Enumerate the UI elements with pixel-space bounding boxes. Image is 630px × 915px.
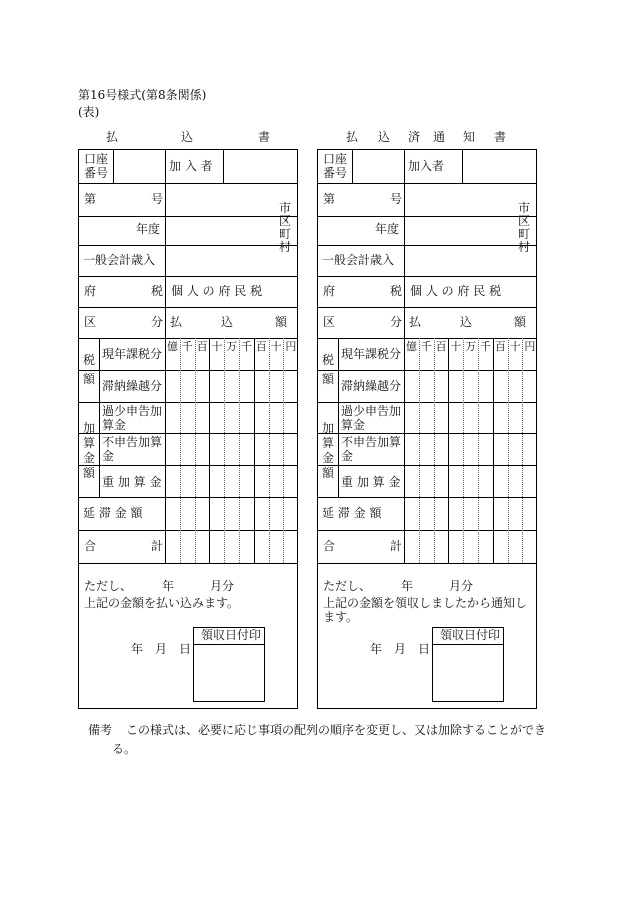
payment-slip-title-char: 込 xyxy=(181,130,194,144)
payment-notice-form xyxy=(317,149,537,709)
amount-head-char: 込 xyxy=(460,315,473,329)
digit-column-line xyxy=(195,338,196,563)
digit-column-line xyxy=(478,338,479,563)
tax-label: 税 xyxy=(151,284,164,298)
digit-column-line xyxy=(463,338,464,563)
date-label: 年 月 日 xyxy=(131,642,192,656)
rule-line xyxy=(318,245,536,246)
digit-unit-label: 十 xyxy=(270,340,282,353)
tax-amount-group-char: 税 xyxy=(322,353,335,367)
digit-column-line xyxy=(419,338,420,563)
current-year-label: 現年課税分 xyxy=(341,347,402,361)
footer-statement-2: ます。 xyxy=(323,610,359,624)
digit-unit-label: 百 xyxy=(196,340,208,353)
rule-line xyxy=(79,530,297,531)
category-label: 区 xyxy=(323,315,336,329)
rule-line xyxy=(79,183,297,184)
tax-amount-group-char: 額 xyxy=(83,372,96,386)
receipt-stamp-box xyxy=(193,627,265,702)
digit-column-line xyxy=(209,338,210,563)
surcharge-group-char: 算 xyxy=(83,436,96,450)
digit-column-line xyxy=(239,338,240,563)
footer-statement: 上記の金額を払い込みます。 xyxy=(84,596,240,610)
digit-unit-label: 万 xyxy=(226,340,238,353)
heavy-surcharge-label: 重 加 算 金 xyxy=(341,475,401,489)
tax-label: 税 xyxy=(390,284,403,298)
receipt-stamp-label: 領収日付印 xyxy=(440,628,501,642)
grid-line xyxy=(99,338,100,402)
grid-line xyxy=(165,150,166,563)
rule-line xyxy=(79,338,297,339)
under-report-label-1: 過少申告加 xyxy=(102,404,163,418)
no-report-label-2: 金 xyxy=(341,449,354,463)
account-label-2: 番号 xyxy=(84,166,109,180)
payment-notice-title-char: 書 xyxy=(494,130,507,144)
account-label-1: 口座 xyxy=(323,152,348,166)
category-bun-label: 分 xyxy=(390,315,403,329)
note-text-line2: る。 xyxy=(112,742,137,756)
digit-unit-label: 十 xyxy=(211,340,223,353)
rule-line xyxy=(318,370,536,371)
municipality-char: 区 xyxy=(518,214,531,228)
form-side-label: (表) xyxy=(78,105,100,119)
no-report-label-1: 不申告加算 xyxy=(102,435,163,449)
payment-slip-form xyxy=(78,149,298,709)
late-fee-label: 延 滞 金 額 xyxy=(322,506,382,520)
under-report-label-2: 算金 xyxy=(341,418,366,432)
fiscal-year-label: 年度 xyxy=(136,222,161,236)
rule-line xyxy=(318,338,536,339)
digit-unit-label: 千 xyxy=(420,340,432,353)
form-number: 第16号様式(第8条関係) xyxy=(78,88,207,102)
rule-line xyxy=(318,497,536,498)
rule-line xyxy=(79,245,297,246)
digit-column-line xyxy=(493,338,494,563)
digit-unit-label: 千 xyxy=(480,340,491,353)
payment-notice-title-char: 込 xyxy=(378,130,391,144)
digit-unit-label: 億 xyxy=(167,340,178,353)
rule-line xyxy=(79,216,297,217)
digit-column-line xyxy=(180,338,181,563)
digit-unit-label: 十 xyxy=(509,340,521,353)
digit-unit-label: 円 xyxy=(285,340,297,353)
grid-line xyxy=(113,150,114,183)
municipality-char: 村 xyxy=(518,240,531,254)
under-report-label-2: 算金 xyxy=(102,418,127,432)
arrears-label: 滞納繰越分 xyxy=(341,379,402,393)
category-label: 区 xyxy=(84,315,97,329)
amount-head-char: 払 xyxy=(409,315,422,329)
note-text-line1: この様式は、必要に応じ事項の配列の順序を変更し、又は加除することができ xyxy=(126,723,547,737)
municipality-char: 区 xyxy=(279,214,292,228)
rule-line xyxy=(194,644,264,645)
rule-line xyxy=(79,370,297,371)
rule-line xyxy=(79,563,297,564)
surcharge-group-char: 金 xyxy=(83,451,96,465)
total-kei-label: 計 xyxy=(151,539,164,553)
digit-unit-label: 百 xyxy=(494,340,506,353)
rule-line xyxy=(79,433,297,434)
rule-line xyxy=(318,216,536,217)
digit-column-line xyxy=(283,338,284,563)
digit-unit-label: 千 xyxy=(181,340,193,353)
amount-head-char: 込 xyxy=(221,315,234,329)
tax-amount-group-char: 税 xyxy=(83,353,96,367)
current-year-label: 現年課税分 xyxy=(102,347,163,361)
account-kind-label: 一般会計歳入 xyxy=(322,253,395,267)
payment-notice-title-char: 通 xyxy=(433,130,446,144)
rule-line xyxy=(79,307,297,308)
prefecture-label: 府 xyxy=(323,284,336,298)
digit-column-line xyxy=(522,338,523,563)
fiscal-year-label: 年度 xyxy=(375,222,400,236)
account-label-1: 口座 xyxy=(84,152,109,166)
surcharge-group-char: 金 xyxy=(322,451,335,465)
account-kind-label: 一般会計歳入 xyxy=(83,253,156,267)
arrears-label: 滞納繰越分 xyxy=(102,379,163,393)
subscriber-label: 加入者 xyxy=(408,159,445,173)
surcharge-group-char: 算 xyxy=(322,436,335,450)
digit-column-line xyxy=(508,338,509,563)
municipality-char: 市 xyxy=(518,201,531,215)
rule-line xyxy=(79,276,297,277)
grid-line xyxy=(462,150,463,183)
tax-name: 個 人 の 府 民 税 xyxy=(171,284,263,298)
rule-line xyxy=(318,433,536,434)
no-report-label-2: 金 xyxy=(102,449,115,463)
receipt-stamp-box xyxy=(432,627,504,702)
total-label: 合 xyxy=(323,539,336,553)
grid-line xyxy=(352,150,353,183)
municipality-char: 市 xyxy=(279,201,292,215)
total-kei-label: 計 xyxy=(390,539,403,553)
surcharge-group-char: 額 xyxy=(83,466,96,480)
number-dai-label: 第 xyxy=(84,192,97,206)
date-label: 年 月 日 xyxy=(370,642,431,656)
digit-unit-label: 十 xyxy=(450,340,462,353)
prefecture-label: 府 xyxy=(84,284,97,298)
digit-column-line xyxy=(224,338,225,563)
digit-column-line xyxy=(448,338,449,563)
payment-slip-title-char: 書 xyxy=(258,130,271,144)
account-label-2: 番号 xyxy=(323,166,348,180)
municipality-char: 町 xyxy=(518,227,531,241)
digit-column-line xyxy=(254,338,255,563)
rule-line xyxy=(318,563,536,564)
rule-line xyxy=(79,497,297,498)
rule-line xyxy=(79,402,297,403)
digit-unit-label: 百 xyxy=(435,340,447,353)
digit-unit-label: 千 xyxy=(241,340,252,353)
grid-line xyxy=(99,402,100,497)
surcharge-group-char: 加 xyxy=(322,421,335,435)
subscriber-label: 加 入 者 xyxy=(169,159,213,173)
no-report-label-1: 不申告加算 xyxy=(341,435,402,449)
rule-line xyxy=(79,465,297,466)
grid-line xyxy=(338,402,339,497)
late-fee-label: 延 滞 金 額 xyxy=(83,506,143,520)
heavy-surcharge-label: 重 加 算 金 xyxy=(102,475,162,489)
amount-head-char: 額 xyxy=(275,315,288,329)
payment-notice-title-char: 済 xyxy=(408,130,421,144)
rule-line xyxy=(318,402,536,403)
amount-head-char: 額 xyxy=(514,315,527,329)
digit-column-line xyxy=(269,338,270,563)
grid-line xyxy=(338,338,339,402)
tax-name: 個 人 の 府 民 税 xyxy=(410,284,502,298)
digit-unit-label: 万 xyxy=(465,340,477,353)
number-go-label: 号 xyxy=(390,192,403,206)
rule-line xyxy=(318,276,536,277)
digit-unit-label: 百 xyxy=(255,340,267,353)
receipt-stamp-label: 領収日付印 xyxy=(201,628,262,642)
payment-notice-title-char: 知 xyxy=(463,130,476,144)
amount-head-char: 払 xyxy=(170,315,183,329)
total-label: 合 xyxy=(84,539,97,553)
surcharge-group-char: 加 xyxy=(83,421,96,435)
payment-slip-title-char: 払 xyxy=(106,130,119,144)
footer-period: ただし、 年 月分 xyxy=(84,579,235,593)
rule-line xyxy=(318,183,536,184)
municipality-char: 村 xyxy=(279,240,292,254)
note-label: 備考 xyxy=(88,723,113,737)
under-report-label-1: 過少申告加 xyxy=(341,404,402,418)
surcharge-group-char: 額 xyxy=(322,466,335,480)
grid-line xyxy=(223,150,224,183)
grid-line xyxy=(404,150,405,563)
digit-unit-label: 円 xyxy=(524,340,536,353)
digit-unit-label: 億 xyxy=(406,340,417,353)
number-dai-label: 第 xyxy=(323,192,336,206)
rule-line xyxy=(318,465,536,466)
footer-statement: 上記の金額を領収しましたから通知し xyxy=(323,596,528,610)
municipality-char: 町 xyxy=(279,227,292,241)
footer-period: ただし、 年 月分 xyxy=(323,579,474,593)
rule-line xyxy=(318,307,536,308)
number-go-label: 号 xyxy=(151,192,164,206)
category-bun-label: 分 xyxy=(151,315,164,329)
payment-notice-title-char: 払 xyxy=(346,130,359,144)
tax-amount-group-char: 額 xyxy=(322,372,335,386)
rule-line xyxy=(318,530,536,531)
digit-column-line xyxy=(434,338,435,563)
rule-line xyxy=(433,644,503,645)
